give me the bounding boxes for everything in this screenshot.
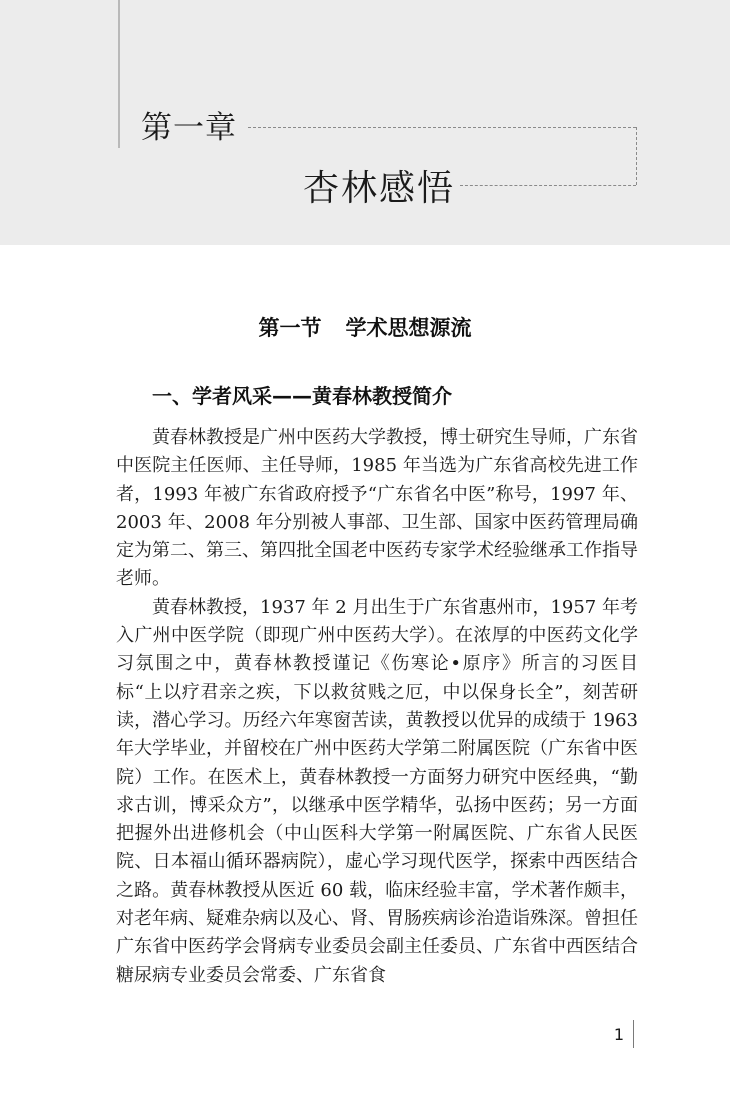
paragraph: 黄春林教授，1937 年 2 月出生于广东省惠州市，1957 年考入广州中医学院（即现广州中医药大学）。在浓厚的中医药文化学习氛围之中，黄春林教授谨记《伤寒论•原序》所言的习医目标“上以疗君亲之疾，下以救贫贱之厄，中以保身长全”，刻苦研读，潜心学习。历经六年寒窗苦读，黄教授以优异的成绩于 1963 年大学毕业，并留校在广州中医药大学第二附属医院（广东省中医院）工作。在医术上，黄春林教授一方面努力研究中医经典，“勤求古训，博采众方”，以继承中医学精华，弘扬中医药；另一方面把握外出进修机会（中山医科大学第一附属医院、广东省人民医院、日本福山循环器病院），虚心学习现代医学，探索中西医结合之路。黄春林教授从医近 60 载，临床经验丰富，学术著作颇丰，对老年病、疑难杂病以及心、肾、胃肠疾病诊治造诣殊深。曾担任广东省中医药学会肾病专业委员会副主任委员、广东省中西医结合糖尿病专业委员会常委、广东省食 bbox=[116, 596, 638, 986]
section-title: 学术思想源流 bbox=[345, 316, 472, 340]
decorative-dashed-frame-top bbox=[248, 127, 636, 128]
page-number-rule bbox=[633, 1020, 634, 1048]
chapter-label: 第一章 bbox=[141, 110, 237, 146]
section-heading bbox=[0, 312, 730, 344]
section-number: 第一节 bbox=[258, 316, 322, 340]
chapter-title: 杏林感悟 bbox=[303, 168, 456, 209]
body-text bbox=[116, 424, 638, 990]
chapter-header bbox=[0, 0, 730, 245]
decorative-vertical-line bbox=[118, 0, 120, 148]
paragraph: 黄春林教授是广州中医药大学教授，博士研究生导师，广东省中医院主任医师、主任导师，1985 年当选为广东省高校先进工作者，1993 年被广东省政府授予“广东省名中医”称号，1997 年、2003 年、2008 年分别被人事部、卫生部、国家中医药管理局确定为第二、第三、第四批全国老中医药专家学术经验继承工作指导老师。 bbox=[116, 427, 638, 590]
subsection-heading: 一、学者风采——黄春林教授简介 bbox=[152, 384, 452, 408]
decorative-dashed-frame-bottom bbox=[460, 185, 636, 186]
page-number: 1 bbox=[613, 1025, 624, 1044]
decorative-dashed-frame-right bbox=[636, 127, 637, 185]
